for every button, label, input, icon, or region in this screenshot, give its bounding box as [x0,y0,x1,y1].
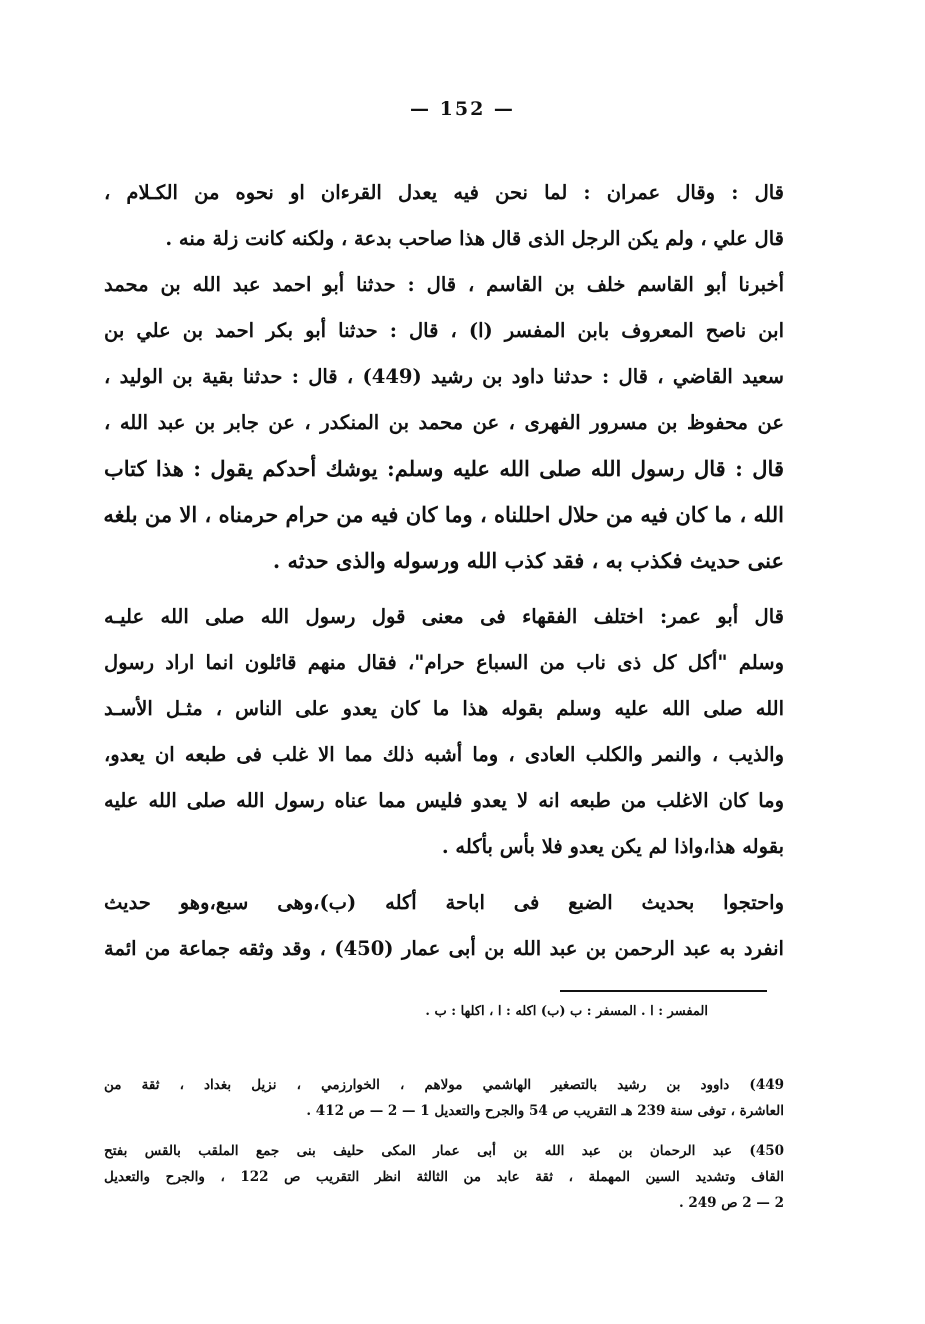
hadith-line: الله ، ما كان فيه من حلال احللناه ، وما كان فيه من حرام حرمناه ، الا من بلغه [103,502,784,527]
text-line: واحتجوا بحديث الضبع فى اباحة أكله (ب)،وهى سبع،وهو حديث [104,891,784,914]
page-number: — 152 — [410,98,515,120]
text-line: والذيب ، والنمر والكلب العادى ، وما أشبه ذلك مما الا غلب فى طبعه ان يعدو، [104,743,784,766]
footnote-line: القاف وتشديد السين المهملة ، ثقة عابد من الثالثة انظر التقريب ص 122 ، والجرح والتعديل [104,1169,784,1185]
main-text [104,170,784,972]
footnote-rule [560,990,767,992]
footnote-line: 450) عبد الرحمان بن عبد الله بن أبى عمار المكى حليف بنى جمع الملقب بالقس بفتح [104,1143,784,1159]
text-line: وما كان الاغلب من طبعه انه لا يعدو فليس مما عناه رسول الله صلى الله عليه [104,789,784,812]
footnote-line: العاشرة ، توفى سنة 239 هـ التقريب ص 54 والجرح والتعديل 1 — 2 — ص 412 . [306,1103,784,1119]
footnotes [104,1072,784,1216]
text-line: سعيد القاضي ، قال : حدثنا داود بن رشيد (449) ، قال : حدثنا بقية بن الوليد ، [104,365,784,388]
text-line: وسلم "أكل كل ذى ناب من السباع حرام"، فقال منهم قائلون انما اراد رسول [104,651,784,674]
hadith-line: عنى حديث فكذب به ، فقد كذب الله ورسوله والذى حدثه . [272,548,784,573]
variant-note: المفسر : ا . المسفر : ب (ب) اكله : ا ، اكلها : ب . [425,1004,708,1019]
text-line: قال أبو عمر: اختلف الفقهاء فى معنى قول رسول الله صلى الله عليـه [104,605,784,628]
footnote-line: 2 — 2 ص 249 . [678,1195,784,1211]
text-line: قال علي ، ولم يكن الرجل الذى قال هذا صاحب بدعة ، ولكنه كانت زلة منه . [165,227,784,250]
text-line: قال : وقال عمران : لما نحن فيه يعدل القرءان او نحوه من الكـلام ، [104,181,784,204]
hadith-line: قال : قال رسول الله صلى الله عليه وسلم: يوشك أحدكم يقول : هذا كتاب [104,456,784,481]
text-line: بقوله هذا،واذا لم يكن يعدو فلا بأس بأكله . [441,835,784,858]
footnote-line: 449) داوود بن رشيد بالتصغير الهاشمي مولاهم ، الخوارزمي ، نزيل بغداد ، ثقة من [104,1077,784,1093]
text-line: أخبرنا أبو القاسم خلف بن القاسم ، قال : حدثنا أبو احمد عبد الله بن محمد [104,273,784,296]
text-line: انفرد به عبد الرحمن بن عبد الله بن أبى عمار (450) ، وقد وثقه جماعة من ائمة [104,937,784,960]
text-line: ابن ناصح المعروف بابن المفسر (ا) ، قال : حدثنا أبو بكر احمد بن علي بن [104,319,784,342]
text-line: الله صلى الله عليه وسلم بقوله هذا ما كان يعدو على الناس ، مثـل الأسـد [104,697,784,720]
text-line: عن محفوظ بن مسرور الفهرى ، عن محمد بن المنكدر ، عن جابر بن عبد الله ، [104,411,784,434]
